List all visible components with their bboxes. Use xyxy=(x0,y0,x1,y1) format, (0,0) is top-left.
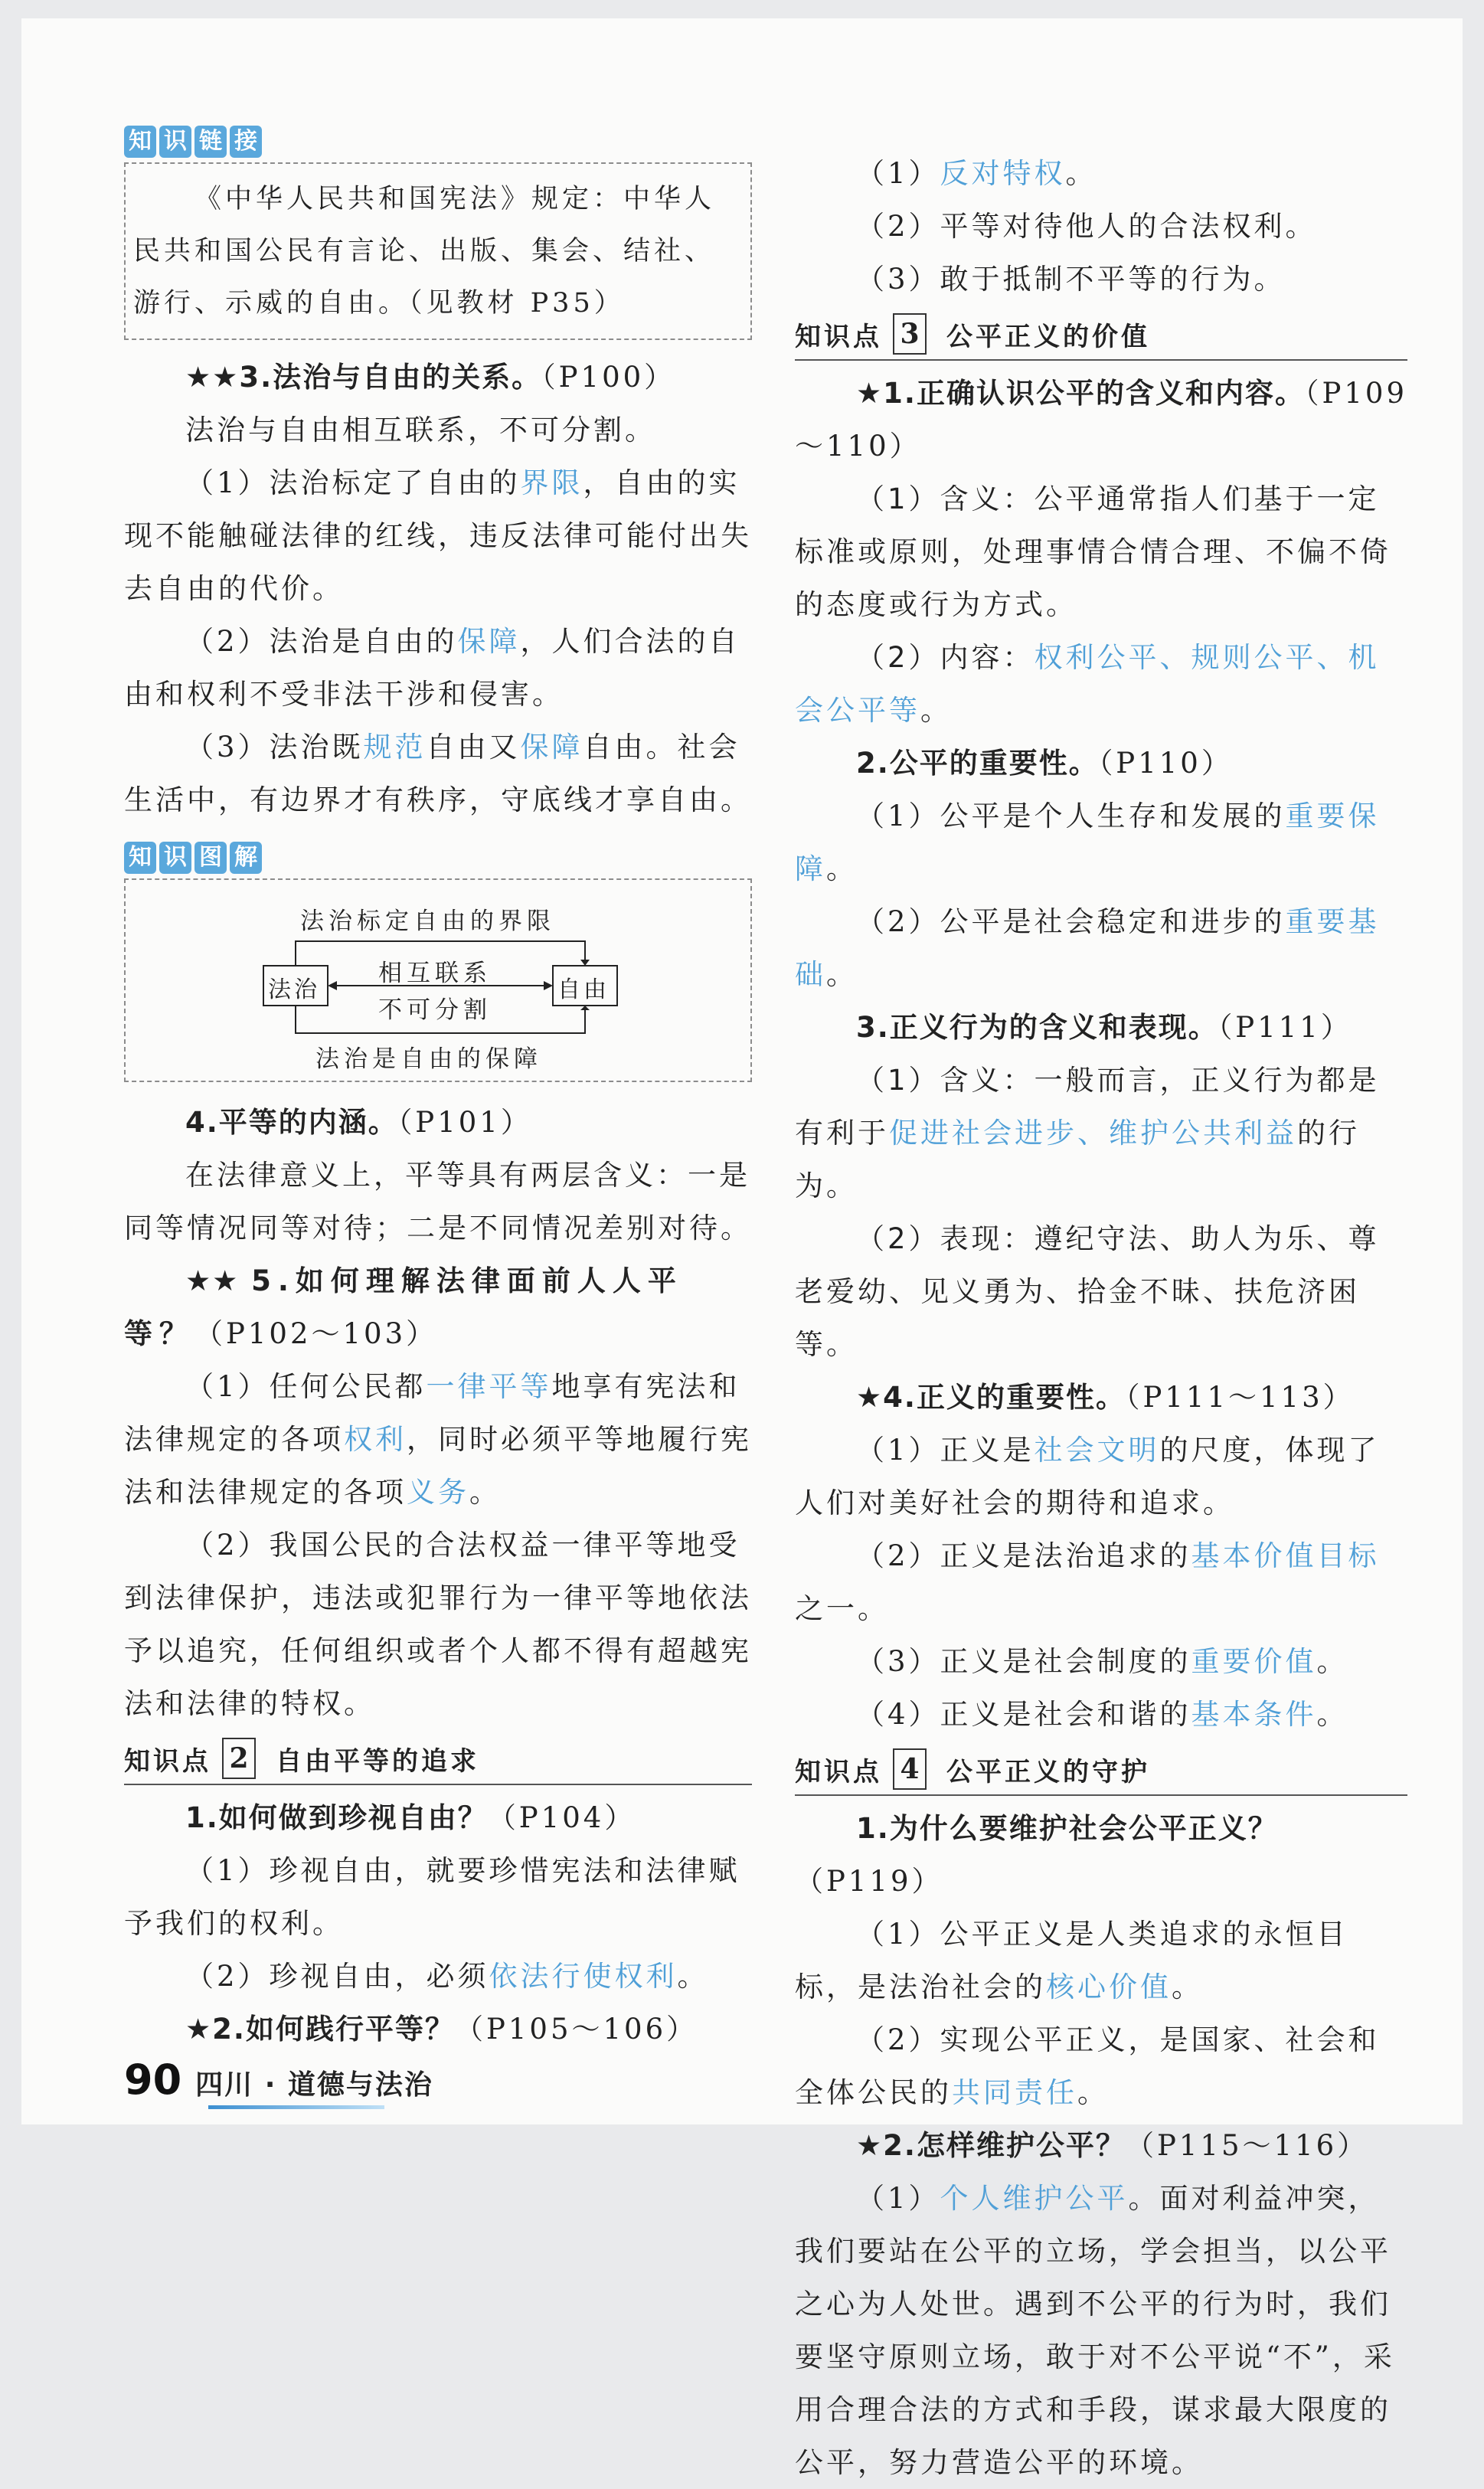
s2-item-2-heading xyxy=(124,2003,752,2056)
paragraph xyxy=(795,790,1407,895)
item-title: 1.为什么要维护社会公平正义？ xyxy=(856,1812,1278,1845)
paragraph: （2）平等对待他人的合法权利。 xyxy=(856,210,1317,243)
text: （2）实现公平正义，是国家、社会和全体公民的 xyxy=(795,2023,1380,2109)
section-title: 自由平等的追求 xyxy=(276,1745,479,1777)
tag-char: 解 xyxy=(230,842,262,874)
page-ref: （P119） xyxy=(795,1865,943,1898)
text: 。 xyxy=(1316,1645,1348,1678)
item-title: 2.公平的重要性。 xyxy=(856,747,1099,780)
paragraph xyxy=(795,473,1407,631)
text: （1）公平是个人生存和发展的 xyxy=(856,800,1286,832)
page-ref: （P109～110） xyxy=(795,377,1408,463)
tag-char: 图 xyxy=(194,842,227,874)
text: 。 xyxy=(1316,1698,1348,1731)
paragraph xyxy=(795,2013,1407,2119)
s3-item-1-heading xyxy=(795,367,1407,473)
text: （1） xyxy=(856,157,940,190)
paragraph xyxy=(795,1054,1407,1212)
text: 。 xyxy=(1077,2076,1109,2109)
highlight-text: 促进社会进步、维护公共利益 xyxy=(889,1117,1297,1150)
paragraph xyxy=(795,1688,1407,1741)
double-arrow-right xyxy=(544,981,553,990)
label-text: （2）内容： xyxy=(856,641,1035,674)
diagram-top-label: 法治标定自由的界限 xyxy=(300,908,555,935)
left-column xyxy=(124,126,752,2056)
label-text: （1）含义： xyxy=(856,1064,1035,1097)
text: 。 xyxy=(920,694,952,727)
section-header-3 xyxy=(795,309,1407,361)
section-label: 知识点 xyxy=(795,1756,882,1787)
section-number: 2 xyxy=(222,1738,256,1779)
item-4-heading xyxy=(124,1096,752,1149)
tag-char: 知 xyxy=(124,842,156,874)
paragraph xyxy=(124,721,752,826)
text: 一般而言，正义行为都是有利于 xyxy=(795,1064,1380,1150)
text: （3）正义是社会制度的 xyxy=(856,1645,1191,1678)
page-ref: （P101） xyxy=(397,1106,532,1139)
item-3-heading xyxy=(124,351,752,404)
knowledge-link-text: 《中华人民共和国宪法》规定：中华人民共和国公民有言论、出版、集会、结社、游行、示威的自由。（见教材 P35） xyxy=(133,184,716,319)
paragraph: 法治与自由相互联系，不可分割。 xyxy=(185,414,656,446)
paragraph xyxy=(795,1635,1407,1688)
page-ref: （P115～116） xyxy=(1125,2129,1369,2162)
highlight-text: 社会文明 xyxy=(1034,1434,1160,1467)
tag-char: 识 xyxy=(159,126,191,158)
text: （4）正义是社会和谐的 xyxy=(856,1698,1191,1731)
top-arrow-head xyxy=(580,960,590,966)
highlight-text: 重要价值 xyxy=(1191,1645,1317,1678)
tag-char: 接 xyxy=(230,126,262,158)
text: 自由。社会生活中，有边界才有秩序，守底线才享自由。 xyxy=(124,731,752,816)
text: 自由又 xyxy=(426,731,521,764)
section-title: 公平正义的守护 xyxy=(946,1756,1150,1787)
paragraph: （2）我国公民的合法权益一律平等地受到法律保护，违法或犯罪行为一律平等地依法予以追究，任何组织或者个人都不得有超越宪法和法律的特权。 xyxy=(124,1529,752,1720)
paragraph xyxy=(795,147,1407,200)
text: ，同时必须平等地履行宪法和法律规定的各项 xyxy=(124,1423,752,1509)
text: 遵纪守法、助人为乐、尊老爱幼、见义勇为、拾金不昧、扶危济困等。 xyxy=(795,1222,1380,1361)
tag-char: 链 xyxy=(194,126,227,158)
text: （3）法治既 xyxy=(185,731,364,764)
item-title: 4.平等的内涵。 xyxy=(185,1106,398,1139)
page xyxy=(21,18,1463,2479)
item-title: 5.如何理解法律面前人人平等？ xyxy=(124,1264,683,1350)
text: 。面对利益冲突，我们要站在公平的立场，学会担当，以公平之心为人处世。遇到不公平的行为时，我们要坚守原则立场，敢于对不公平说“不”，采用合理合法的方式和手段，谋求最大限度的公平，努力营造公平的环境。 xyxy=(795,2182,1395,2479)
item-title: 2.怎样维护公平？ xyxy=(883,2129,1126,2162)
section-header-2 xyxy=(124,1733,752,1785)
highlight-text: 界限 xyxy=(520,466,583,499)
page-ref: （P102～103） xyxy=(194,1317,438,1350)
section-number: 4 xyxy=(893,1748,927,1790)
text: 。 xyxy=(1172,1971,1203,2003)
s4-item-2-heading xyxy=(795,2119,1407,2172)
paragraph xyxy=(795,895,1407,1001)
highlight-text: 重要基础 xyxy=(795,905,1380,991)
paragraph xyxy=(795,2172,1407,2489)
page-number: 90 xyxy=(124,2056,182,2104)
text: （1）正义是 xyxy=(856,1434,1035,1467)
highlight-text: 规范 xyxy=(363,731,427,764)
paragraph xyxy=(124,615,752,721)
text: 。 xyxy=(1065,157,1097,190)
highlight-text: 反对特权 xyxy=(940,157,1066,190)
stars: ★ xyxy=(185,2013,213,2046)
label-text: （2）表现： xyxy=(856,1222,1035,1255)
label-text: （1）含义： xyxy=(856,482,1035,515)
stars: ★★ xyxy=(185,1264,240,1297)
highlight-text: 共同责任 xyxy=(952,2076,1077,2109)
text: ，自由的实现不能触碰法律的红线，违反法律可能付出失去自由的代价。 xyxy=(124,466,752,605)
text: （2）公平是社会稳定和进步的 xyxy=(856,905,1286,938)
diagram-mid-bottom-label: 不可分割 xyxy=(378,996,492,1024)
text: 。 xyxy=(826,852,858,885)
diagram-bottom-label: 法治是自由的保障 xyxy=(315,1045,542,1073)
stars: ★★ xyxy=(185,361,240,394)
text: （2）珍视自由，必须 xyxy=(185,1960,489,1993)
page-ref: （P111） xyxy=(1218,1011,1352,1044)
paragraph xyxy=(795,631,1407,737)
text: （1）任何公民都 xyxy=(185,1370,427,1403)
paragraph xyxy=(795,1212,1407,1371)
text: 之一。 xyxy=(795,1592,889,1625)
highlight-text: 保障 xyxy=(457,625,521,658)
page-ref: （P105～106） xyxy=(454,2013,698,2046)
text: 公平通常指人们基于一定标准或原则，处理事情合情合理、不偏不倚的态度或行为方式。 xyxy=(795,482,1391,621)
section-number: 3 xyxy=(893,313,927,355)
s2-item-1-heading xyxy=(124,1791,752,1844)
tag-char: 识 xyxy=(159,842,191,874)
paragraph: （3）敢于抵制不平等的行为。 xyxy=(856,263,1286,296)
section-label: 知识点 xyxy=(795,321,882,352)
right-column xyxy=(795,147,1407,2489)
text: 地享有宪法和法律规定的各项 xyxy=(124,1370,740,1456)
highlight-text: 基本价值目标 xyxy=(1191,1539,1380,1572)
highlight-text: 权利 xyxy=(344,1423,407,1456)
highlight-text: 保障 xyxy=(520,731,583,764)
paragraph xyxy=(795,1529,1407,1635)
law-freedom-diagram xyxy=(126,880,750,1081)
text: （1） xyxy=(856,2182,940,2215)
diagram-mid-top-label: 相互联系 xyxy=(378,960,492,987)
item-title: 3.正义行为的含义和表现。 xyxy=(856,1011,1218,1044)
text: （1）法治标定了自由的 xyxy=(185,466,521,499)
highlight-text: 一律平等 xyxy=(426,1370,552,1403)
highlight-text: 义务 xyxy=(407,1476,469,1509)
s3-item-3-heading xyxy=(795,1001,1407,1054)
footer-title: 四川 · 道德与法治 xyxy=(195,2069,433,2101)
tag-char: 知 xyxy=(124,126,156,158)
text: 的行为。 xyxy=(795,1117,1360,1202)
item-title: 3.法治与自由的关系。 xyxy=(239,361,542,394)
paragraph xyxy=(795,1908,1407,2013)
paragraph xyxy=(124,456,752,615)
highlight-text: 核心价值 xyxy=(1046,1971,1172,2003)
text: （2）正义是法治追求的 xyxy=(856,1539,1191,1572)
page-footer xyxy=(124,2056,433,2104)
stars: ★ xyxy=(856,2129,884,2162)
paragraph: （1）珍视自由，就要珍惜宪法和法律赋予我们的权利。 xyxy=(124,1854,740,1940)
double-arrow-left xyxy=(328,981,337,990)
highlight-text: 依法行使权利 xyxy=(489,1960,678,1993)
page-ref: （P104） xyxy=(487,1801,636,1834)
s4-item-1-heading xyxy=(795,1802,1407,1908)
stars: ★ xyxy=(856,1381,884,1414)
text: 。 xyxy=(469,1476,501,1509)
diagram-law-label: 法治 xyxy=(268,976,320,1003)
item-title: 1.正确认识公平的含义和内容。 xyxy=(883,377,1305,410)
text: ，人们合法的自由和权利不受非法干涉和侵害。 xyxy=(124,625,740,711)
paragraph xyxy=(124,1950,752,2003)
highlight-text: 基本条件 xyxy=(1191,1698,1317,1731)
item-5-heading xyxy=(124,1254,752,1360)
s3-item-2-heading xyxy=(795,737,1407,790)
text: （1）公平正义是人类追求的永恒目标，是法治社会的 xyxy=(795,1918,1348,2003)
highlight-text: 个人维护公平 xyxy=(940,2182,1129,2215)
text: 的尺度，体现了人们对美好社会的期待和追求。 xyxy=(795,1434,1380,1519)
section-header-4 xyxy=(795,1744,1407,1796)
text: 。 xyxy=(826,958,858,991)
diagram-freedom-label: 自由 xyxy=(557,976,610,1003)
highlight-text: 权利公平、规则公平、机会公平等 xyxy=(795,641,1380,727)
text: 。 xyxy=(677,1960,709,1993)
item-title: 1.如何做到珍视自由？ xyxy=(185,1801,488,1834)
knowledge-diagram-tag xyxy=(124,842,752,874)
page-ref: （P111～113） xyxy=(1125,1381,1355,1414)
highlight-text: 重要保障 xyxy=(795,800,1380,885)
knowledge-link-box xyxy=(124,162,752,340)
paragraph xyxy=(795,1424,1407,1529)
knowledge-diagram-box xyxy=(124,878,752,1082)
item-title: 4.正义的重要性。 xyxy=(883,1381,1126,1414)
page-ref: （P100） xyxy=(541,361,676,394)
paragraph xyxy=(124,1360,752,1519)
stars: ★ xyxy=(856,377,884,410)
page-ref: （P110） xyxy=(1098,747,1233,780)
section-label: 知识点 xyxy=(124,1745,211,1777)
item-title: 2.如何践行平等？ xyxy=(212,2013,455,2046)
section-title: 公平正义的价值 xyxy=(946,321,1150,352)
knowledge-link-tag xyxy=(124,126,752,158)
paragraph: 在法律意义上，平等具有两层含义：一是同等情况同等对待；二是不同情况差别对待。 xyxy=(124,1159,752,1244)
s3-item-4-heading xyxy=(795,1371,1407,1424)
text: （2）法治是自由的 xyxy=(185,625,458,658)
footer-underline xyxy=(208,2105,384,2109)
